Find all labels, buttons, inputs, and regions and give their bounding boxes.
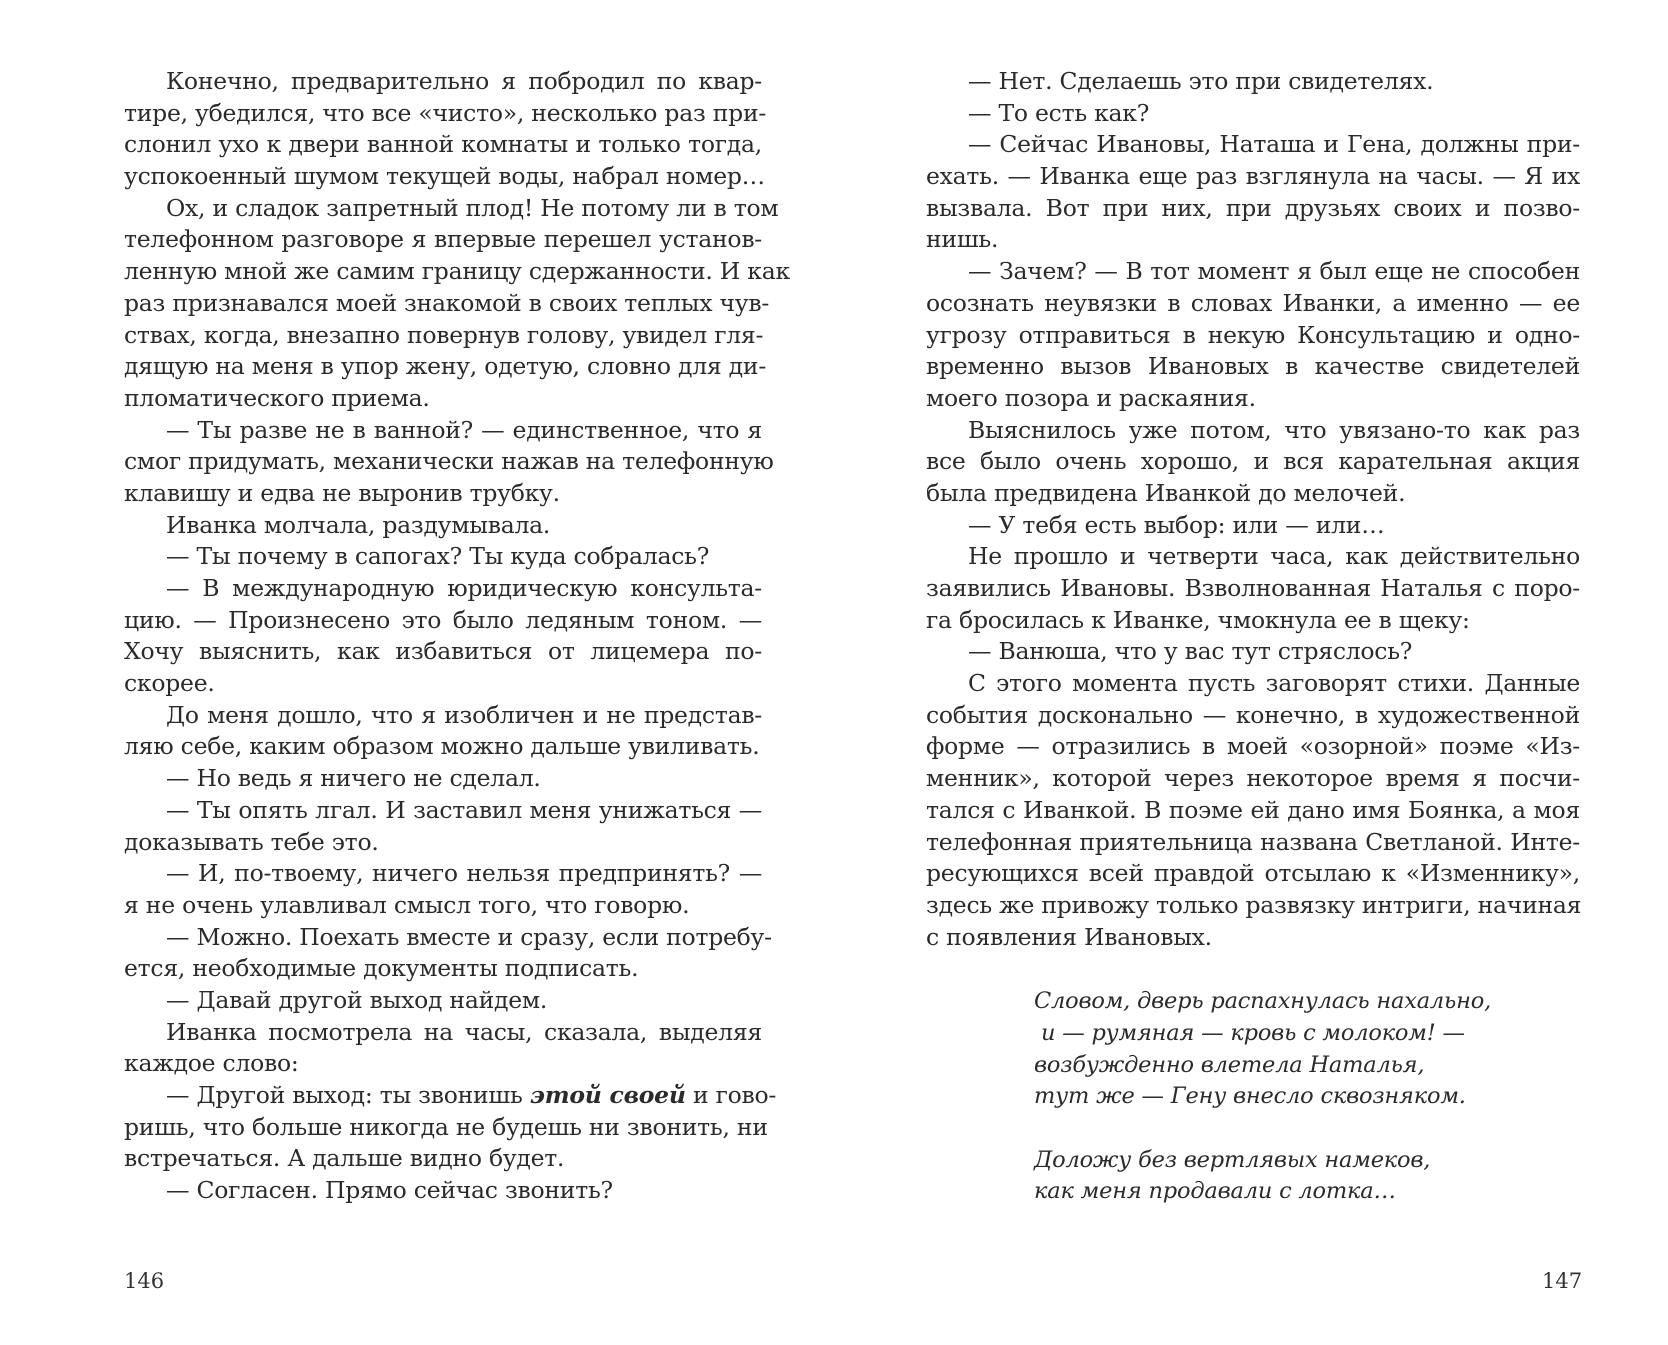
text-fragment: — Другой выход: ты звонишь xyxy=(166,1081,530,1109)
text-line: успокоенный шумом текущей воды, набрал номер… xyxy=(124,162,765,191)
text-line: — Согласен. Прямо сейчас звонить? xyxy=(166,1176,613,1205)
text-line: встречаться. А дальше видно будет. xyxy=(124,1144,565,1173)
text-line: телефонная приятельница названа Светланой. Инте- xyxy=(926,827,1580,856)
text-line: — Ванюша, что у вас тут стряслось? xyxy=(968,637,1413,666)
text-line: нишь. xyxy=(926,225,999,254)
text-line: доказывать тебе это. xyxy=(124,827,379,856)
text-line: здесь же привожу только развязку интриги, начиная xyxy=(926,890,1582,919)
text-line: — Зачем? — В тот момент я был еще не способен xyxy=(968,257,1580,286)
text-line: га бросилась к Иванке, чмокнула ее в щеку: xyxy=(926,605,1470,634)
text-line: — Ты разве не в ванной? — единственное, что я xyxy=(166,415,762,444)
text-line: вызвала. Вот при них, при друзьях своих и позво- xyxy=(926,193,1580,222)
text-line: ствах, когда, внезапно повернув голову, увидел гля- xyxy=(124,320,764,349)
text-line: — Но ведь я ничего не сделал. xyxy=(166,764,541,793)
text-line: Не прошло и четверти часа, как действительно xyxy=(968,542,1580,571)
text-line: менник», которой через некоторое время я посчи- xyxy=(926,764,1580,793)
stanza-break xyxy=(1034,1113,1580,1145)
text-line: Иванка молчала, раздумывала. xyxy=(166,510,551,539)
text-line: моего позора и раскаяния. xyxy=(926,383,1256,412)
text-line: я не очень улавливал смысл того, что говорю. xyxy=(124,890,690,919)
text-line: — То есть как? xyxy=(968,98,1150,127)
text-line: Выяснилось уже потом, что увязано-то как раз xyxy=(968,415,1580,444)
verse-line: и — румяная — кровь с молоком! — xyxy=(1034,1019,1465,1046)
text-line: тался с Иванкой. В поэме ей дано имя Боянка, а моя xyxy=(926,795,1580,824)
verse-line: возбужденно влетела Наталья, xyxy=(1034,1051,1425,1078)
text-line: цию. — Произнесено это было ледяным тоном. — xyxy=(124,605,762,634)
text-line: ется, необходимые документы подписать. xyxy=(124,954,639,983)
text-line: ленную мной же самим границу сдержанности. И как xyxy=(124,257,790,286)
emphasized-phrase: этой своей xyxy=(529,1081,686,1109)
text-line: пломатического приема. xyxy=(124,383,430,412)
text-line: дящую на меня в упор жену, одетую, словно для ди- xyxy=(124,352,767,381)
text-line: клавишу и едва не выронив трубку. xyxy=(124,478,560,507)
text-line: До меня дошло, что я изобличен и не представ- xyxy=(166,700,762,729)
text-line: — Нет. Сделаешь это при свидетелях. xyxy=(968,67,1434,95)
page-number-right: 147 xyxy=(1542,1269,1583,1293)
text-line: слонил ухо к двери ванной комнаты и только тогда, xyxy=(124,130,762,159)
text-line: — Сейчас Ивановы, Наташа и Гена, должны при- xyxy=(968,130,1580,159)
text-line: события досконально — конечно, в художественной xyxy=(926,700,1580,729)
text-line: — Давай другой выход найдем. xyxy=(166,985,548,1014)
text-line: угрозу отправиться в некую Консультацию и одно- xyxy=(926,320,1580,349)
text-line: осознать неувязки в словах Иванки, а именно — ее xyxy=(926,288,1580,317)
text-line: Хочу выяснить, как избавиться от лицемера по- xyxy=(124,637,762,666)
text-line: временно вызов Ивановых в качестве свидетелей xyxy=(926,352,1580,381)
text-line: каждое слово: xyxy=(124,1049,299,1078)
text-line: — Ты почему в сапогах? Ты куда собралась? xyxy=(166,542,710,571)
text-line: форме — отразились в моей «озорной» поэме «Из- xyxy=(926,732,1580,761)
text-line: ришь, что больше никогда не будешь ни звонить, ни xyxy=(124,1112,768,1141)
text-line: с появления Ивановых. xyxy=(926,922,1212,951)
text-line: Ох, и сладок запретный плод! Не потому ли в том xyxy=(166,193,779,222)
text-line: была предвидена Иванкой до мелочей. xyxy=(926,478,1406,507)
text-line: смог придумать, механически нажав на телефонную xyxy=(124,447,774,476)
page-number-left: 146 xyxy=(124,1269,165,1293)
text-line-with-emphasis xyxy=(124,1080,777,1112)
right-page xyxy=(926,66,1580,1208)
verse-line: Словом, дверь распахнулась нахально, xyxy=(1034,988,1492,1015)
left-page xyxy=(124,66,790,1207)
text-line: — В международную юридическую консульта- xyxy=(166,574,762,602)
text-line: все было очень хорошо, и вся карательная акция xyxy=(926,447,1580,476)
text-fragment: и гово- xyxy=(685,1081,777,1109)
poem-excerpt xyxy=(926,986,1580,1208)
text-line: телефонном разговоре я впервые перешел установ- xyxy=(124,225,762,254)
text-line: скорее. xyxy=(124,669,215,698)
text-line: Конечно, предварительно я побродил по квар- xyxy=(166,67,762,95)
text-line: ресующихся всей правдой отсылаю к «Изменнику», xyxy=(926,859,1580,888)
verse-line: Доложу без вертлявых намеков, xyxy=(1034,1146,1431,1173)
verse-line: как меня продавали с лотка… xyxy=(1034,1178,1396,1205)
text-line: ляю себе, каким образом можно дальше увиливать. xyxy=(124,732,760,761)
verse-line: тут же — Гену внесло сквозняком. xyxy=(1034,1083,1466,1110)
text-line: — У тебя есть выбор: или — или… xyxy=(968,510,1385,539)
text-line: тире, убедился, что все «чисто», несколько раз при- xyxy=(124,98,767,127)
text-line: — И, по-твоему, ничего нельзя предпринять? — xyxy=(166,859,762,888)
text-line: заявились Ивановы. Взволнованная Наталья с поро- xyxy=(926,574,1580,602)
text-line: ехать. — Иванка еще раз взглянула на часы. — Я их xyxy=(926,162,1580,191)
text-line: — Ты опять лгал. И заставил меня унижаться — xyxy=(166,795,762,824)
text-line: раз признавался моей знакомой в своих теплых чув- xyxy=(124,288,770,317)
text-line: — Можно. Поехать вместе и сразу, если потребу- xyxy=(166,922,772,951)
text-line: Иванка посмотрела на часы, сказала, выделяя xyxy=(166,1017,762,1046)
text-line: С этого момента пусть заговорят стихи. Данные xyxy=(968,669,1580,698)
